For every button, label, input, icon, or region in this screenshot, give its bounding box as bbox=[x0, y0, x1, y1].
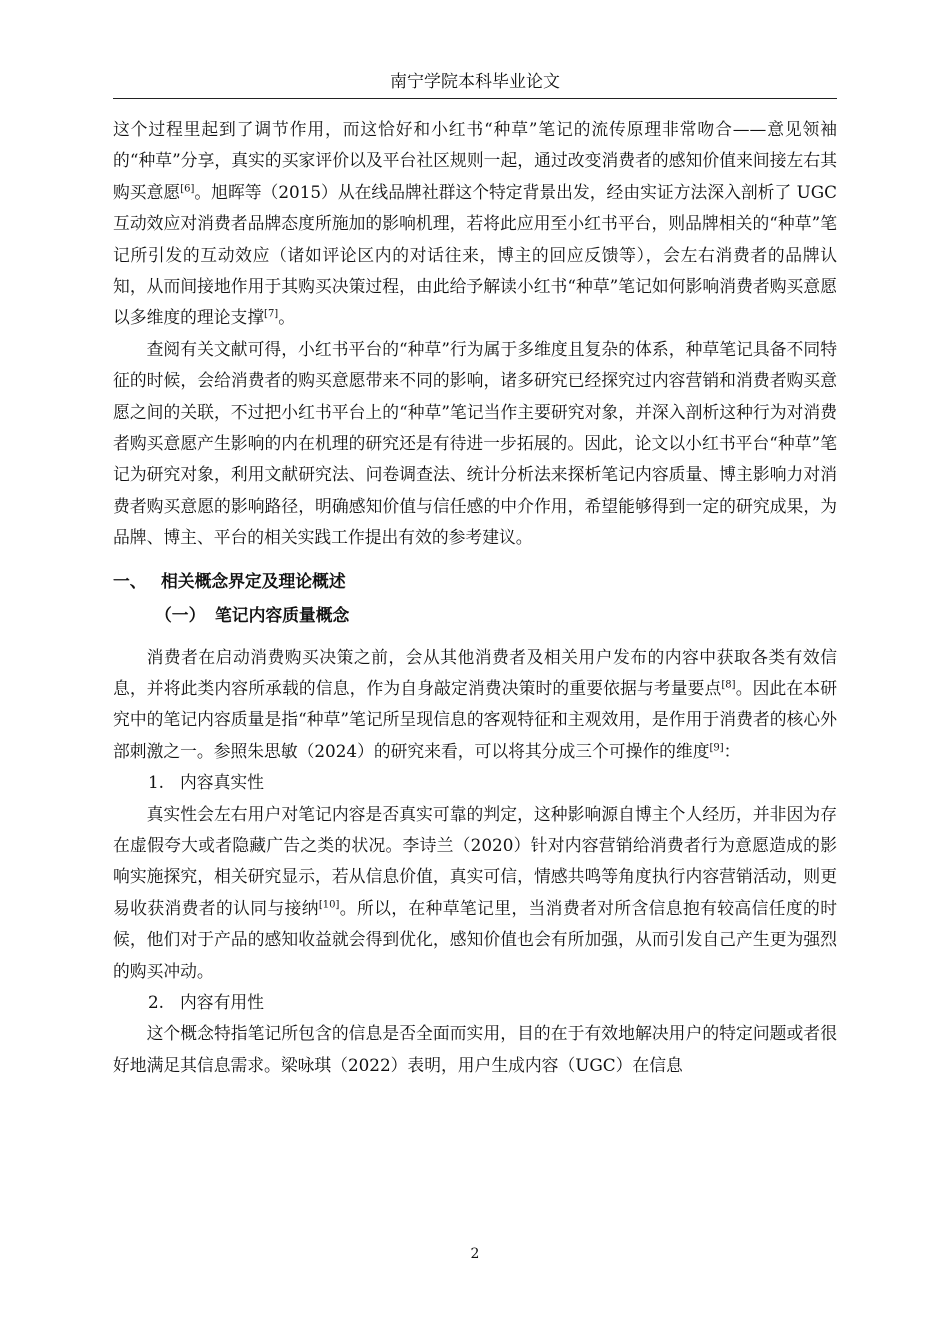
item-heading-1 bbox=[113, 767, 837, 798]
page-content bbox=[113, 114, 837, 1081]
paragraph-3-text-c: ： bbox=[723, 740, 741, 761]
section-heading-1 bbox=[113, 566, 837, 597]
subsection-heading-1-number: （一） bbox=[155, 605, 206, 626]
citation-9: [9] bbox=[709, 742, 724, 754]
item-heading-1-number: 1. bbox=[148, 772, 165, 793]
citation-8: [8] bbox=[721, 679, 736, 691]
item-heading-2-text: 内容有用性 bbox=[180, 991, 264, 1012]
paragraph-4-text-a: 真实性会左右用户对笔记内容是否真实可靠的判定，这种影响源自博主个人经历，并非因为存在虚假夸大或者隐藏广告之类的状况。李诗兰（2020）针对内容营销给消费者行为意愿造成的影响实施探究，相关研究显示，若从信息价值，真实可信，情感共鸣等角度执行内容营销活动，则更易收获消费者的认同与接纳 bbox=[113, 803, 837, 918]
paragraph-4 bbox=[113, 799, 837, 987]
header-divider bbox=[113, 98, 837, 99]
page-number: 2 bbox=[470, 1246, 480, 1262]
page-header-title: 南宁学院本科毕业论文 bbox=[390, 72, 560, 92]
paragraph-1-text-a: 这个过程里起到了调节作用，而这恰好和小红书“种草”笔记的流传原理非常吻合——意见领袖的“种草”分享，真实的买家评价以及平台社区规则一起，通过改变消费者的感知价值来间接左右其购买意愿 bbox=[113, 119, 837, 202]
paragraph-1-text-c: 。 bbox=[278, 307, 296, 328]
section-heading-1-text: 相关概念界定及理论概述 bbox=[161, 570, 346, 591]
paragraph-5: 这个概念特指笔记所包含的信息是否全面而实用，目的在于有效地解决用户的特定问题或者很好地满足其信息需求。梁咏琪（2022）表明，用户生成内容（UGC）在信息 bbox=[113, 1023, 837, 1075]
citation-7: [7] bbox=[264, 308, 279, 320]
paragraph-4-text-b: 。所以，在种草笔记里，当消费者对所含信息抱有较高信任度的时候，他们对于产品的感知收益就会得到优化，感知价值也会有所加强，从而引发自己产生更为强烈的购买冲动。 bbox=[113, 897, 837, 981]
paragraph-3-text-b: 。因此在本研究中的笔记内容质量是指“种草”笔记所呈现信息的客观特征和主观效用，是作用于消费者的核心外部刺激之一。参照朱思敏（2024）的研究来看，可以将其分成三个可操作的维度 bbox=[113, 677, 837, 761]
paragraph-3 bbox=[113, 642, 837, 768]
item-heading-1-text: 内容真实性 bbox=[180, 772, 264, 793]
item-heading-2-number: 2. bbox=[148, 991, 165, 1012]
citation-10: [10] bbox=[318, 899, 340, 911]
subsection-heading-1-text: 笔记内容质量概念 bbox=[215, 605, 350, 626]
section-heading-1-number: 一、 bbox=[113, 570, 147, 591]
paragraph-1-text-b: 。旭晖等（2015）从在线品牌社群这个特定背景出发，经由实证方法深入剖析了 UGC 互动效应对消费者品牌态度所施加的影响机理，若将此应用至小红书平台，则品牌相关的“种草”笔记所引发的互动效应（诸如评论区内的对话往来，博主的回应反馈等），会左右消费者的品牌认知，从而间接地作用于其购买决策过程，由此给予解读小红书“种草”笔记如何影响消费者购买意愿以多维度的理论支撑 bbox=[113, 181, 837, 328]
paragraph-2: 查阅有关文献可得，小红书平台的“种草”行为属于多维度且复杂的体系，种草笔记具备不同特征的时候，会给消费者的购买意愿带来不同的影响，诸多研究已经探究过内容营销和消费者购买意愿之间的关联，不过把小红书平台上的“种草”笔记当作主要研究对象，并深入剖析这种行为对消费者购买意愿产生影响的内在机理的研究还是有待进一步拓展的。因此，论文以小红书平台“种草”笔记为研究对象，利用文献研究法、问卷调查法、统计分析法来探析笔记内容质量、博主影响力对消费者购买意愿的影响路径，明确感知价值与信任感的中介作用，希望能够得到一定的研究成果，为品牌、博主、平台的相关实践工作提出有效的参考建议。 bbox=[113, 338, 837, 548]
item-heading-2 bbox=[113, 987, 837, 1018]
subsection-heading-1 bbox=[113, 600, 837, 631]
paragraph-1 bbox=[113, 114, 837, 334]
paragraph-3-text-a: 消费者在启动消费购买决策之前，会从其他消费者及相关用户发布的内容中获取各类有效信息，并将此类内容所承载的信息，作为自身敲定消费决策时的重要依据与考量要点 bbox=[113, 646, 837, 698]
citation-6: [6] bbox=[180, 183, 195, 195]
